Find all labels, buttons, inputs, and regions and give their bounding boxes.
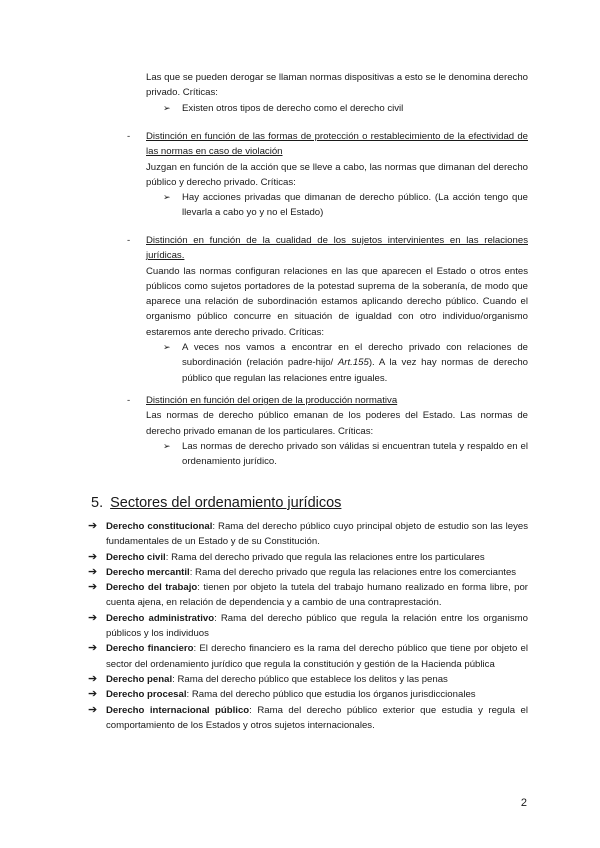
sector-name: Derecho procesal bbox=[106, 689, 187, 701]
section-title: Distinción en función del origen de la producción normativa bbox=[146, 395, 398, 406]
arrow-right-icon: ➔ bbox=[88, 703, 98, 716]
section-text: Las normas de derecho público emanan de los poderes del Estado. Las normas de derecho privado emanan de los particulares. Críticas: bbox=[146, 410, 528, 437]
list-item bbox=[88, 519, 528, 550]
sector-description: : Rama del derecho público que establece los delitos y las penas bbox=[172, 673, 448, 685]
list-item bbox=[88, 687, 528, 702]
list-item bbox=[88, 703, 528, 734]
sector-description: : tienen por objeto la tutela del trabajo humano realizado en forma libre, por cuenta ajena, en relación de dependencia y a cambio de una contraprestación. bbox=[106, 582, 528, 609]
distinction-section-protection bbox=[127, 129, 528, 221]
sector-description: : El derecho financiero es la rama del derecho público que tiene por objeto el sector del ordenamiento jurídico que regula la constitución y gestión de la Hacienda pública bbox=[106, 643, 528, 670]
sector-description: : Rama del derecho público que regula la relación entre los organismo públicos y los individuos bbox=[106, 612, 528, 640]
dash-bullet: - bbox=[127, 131, 131, 142]
sector-name: Derecho del trabajo bbox=[106, 582, 198, 594]
arrow-right-icon: ➔ bbox=[88, 565, 98, 578]
list-item bbox=[88, 580, 528, 611]
critica-item bbox=[163, 101, 528, 116]
heading-number: 5. bbox=[91, 495, 104, 511]
heading-title: Sectores del ordenamiento jurídicos bbox=[110, 495, 342, 511]
arrow-right-icon: ➔ bbox=[88, 520, 98, 532]
sector-name: Derecho penal bbox=[106, 673, 173, 685]
intro-block bbox=[146, 70, 528, 116]
sector-name: Derecho mercantil bbox=[106, 566, 190, 578]
section-title: Distinción en función de la cualidad de los sujetos intervinientes en las relaciones jurídicas. bbox=[146, 235, 528, 262]
intro-text: Las que se pueden derogar se llaman normas dispositivas a esto se le denominа derecho privado. Críticas: bbox=[146, 72, 528, 99]
sector-name: Derecho administrativo bbox=[106, 612, 215, 624]
sector-description: : Rama del derecho público que estudia los órganos jurisdiccionales bbox=[186, 689, 476, 701]
arrow-right-icon: ➔ bbox=[88, 688, 98, 701]
sector-name: Derecho internacional público bbox=[106, 704, 250, 716]
section-text: Juzgan en función de la acción que se lleve a cabo, las normas que dimanan del derecho público y derecho privado. Críticas: bbox=[146, 161, 528, 188]
arrowhead-bullet-icon: ➢ bbox=[163, 440, 171, 451]
list-item bbox=[88, 611, 528, 642]
list-item bbox=[88, 565, 528, 580]
dash-bullet: - bbox=[127, 235, 131, 246]
critica-text-end: ). A la vez hay normas de derecho público que regulan las relaciones entre iguales. bbox=[182, 357, 528, 384]
sector-name: Derecho civil bbox=[106, 551, 166, 563]
page-number: 2 bbox=[520, 797, 527, 809]
critica-text bbox=[182, 342, 528, 384]
sector-description: : Rama del derecho privado que regula las relaciones entre los particulares bbox=[165, 551, 485, 563]
section-text: Cuando las normas configuran relaciones en las que aparecen el Estado o otros entes públicos como sujetos portadores de la potestad suprema de la soberanía, de modo que aparece una relación de subordinación estamos aplicando derecho público. Cuando el organismo público concurre en situación de igualdad con otro individuo/organismo estaremos ante derecho privado. Críticas: bbox=[146, 265, 528, 338]
article-reference: Art.155 bbox=[337, 357, 369, 369]
section-heading bbox=[91, 493, 341, 513]
sector-name: Derecho constitucional bbox=[106, 521, 213, 532]
distinction-section-subjects bbox=[127, 233, 528, 386]
arrow-right-icon: ➔ bbox=[88, 581, 98, 594]
arrow-right-icon: ➔ bbox=[88, 611, 98, 624]
critica-item bbox=[163, 439, 528, 470]
sector-list bbox=[88, 519, 528, 733]
sector-description: : Rama del derecho privado que regula las relaciones entre los comerciantes bbox=[189, 566, 517, 578]
list-item bbox=[88, 641, 528, 672]
arrow-right-icon: ➔ bbox=[88, 642, 98, 655]
section-title: Distinción en función de las formas de protección o restablecimiento de la efectividad de las normas en caso de violación bbox=[146, 131, 528, 158]
list-item bbox=[88, 672, 528, 687]
arrow-right-icon: ➔ bbox=[88, 672, 98, 685]
list-item bbox=[88, 550, 528, 565]
critica-text-start: A veces nos vamos a encontrar en el derecho privado con relaciones de subordinación (relación padre-hijo/ bbox=[182, 342, 528, 369]
critica-text: Hay acciones privadas que dimanan de derecho público. (La acción tengo que llevarla a cabo yo y no el Estado) bbox=[182, 192, 528, 219]
dash-bullet: - bbox=[127, 395, 131, 406]
sector-description: : Rama del derecho público exterior que estudia y regula el comportamiento de los Estados y otros sujetos internacionales. bbox=[106, 704, 528, 731]
arrowhead-bullet-icon: ➢ bbox=[163, 102, 171, 113]
sector-name: Derecho financiero bbox=[106, 643, 194, 655]
critica-item bbox=[163, 190, 528, 221]
sector-description: : Rama del derecho público cuyo principal objeto de estudio son las leyes fundamentales de un Estado y de su Constitución. bbox=[106, 521, 528, 548]
critica-text: Las normas de derecho privado son válidas si encuentran tutela y respaldo en el ordenamiento jurídico. bbox=[182, 440, 528, 468]
arrowhead-bullet-icon: ➢ bbox=[163, 342, 171, 353]
critica-text: Existen otros tipos de derecho como el derecho civil bbox=[182, 102, 404, 114]
distinction-section-origin bbox=[127, 393, 528, 469]
critica-item bbox=[163, 340, 528, 386]
arrowhead-bullet-icon: ➢ bbox=[163, 192, 171, 203]
arrow-right-icon: ➔ bbox=[88, 550, 98, 563]
